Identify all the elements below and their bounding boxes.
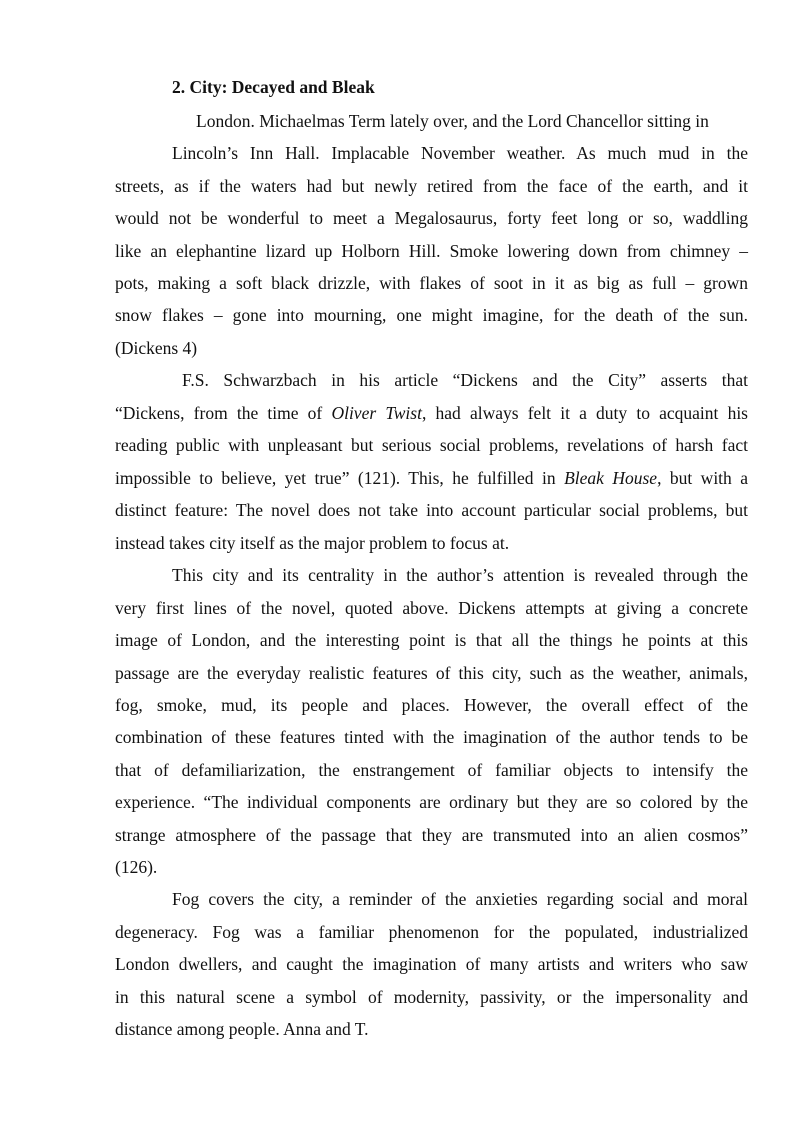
paragraph-line: fog, smoke, mud, its people and places. However, the overall effect of the [115,695,748,715]
paragraph-line: This city and its centrality in the author’s attention is revealed through the [172,565,748,585]
text-run: impossible to believe, yet true” (121). This, he fulfilled in [115,468,565,488]
paragraph-line: image of London, and the interesting point is that all the things he points at this [115,630,748,650]
paragraph-line: distance among people. Anna and T. [115,1019,369,1039]
text-run: , but with a [657,468,748,488]
paragraph-line: London dwellers, and caught the imagination of many artists and writers who saw [115,954,748,974]
paragraph-line: (126). [115,857,158,877]
paragraph-line: distinct feature: The novel does not take into account particular social problems, but [115,500,748,520]
quote-line: would not be wonderful to meet a Megalosaurus, forty feet long or so, waddling [115,208,748,228]
paragraph-line [115,467,748,489]
quote-line: Lincoln’s Inn Hall. Implacable November weather. As much mud in the [172,143,748,163]
paragraph-line: strange atmosphere of the passage that they are transmuted into an alien cosmos” [115,825,748,845]
paragraph-line: combination of these features tinted with the imagination of the author tends to be [115,727,748,747]
paragraph-line: in this natural scene a symbol of modernity, passivity, or the impersonality and [115,987,748,1007]
paragraph-line: reading public with unpleasant but serious social problems, revelations of harsh fact [115,435,748,455]
paragraph-line: degeneracy. Fog was a familiar phenomenon for the populated, industrialized [115,922,748,942]
quote-line: snow flakes – gone into mourning, one might imagine, for the death of the sun. [115,305,748,325]
paragraph-line: very first lines of the novel, quoted above. Dickens attempts at giving a concrete [115,598,748,618]
paragraph-line: experience. “The individual components are ordinary but they are so colored by the [115,792,748,812]
quote-line: pots, making a soft black drizzle, with flakes of soot in it as big as full – grown [115,273,748,293]
quote-line: like an elephantine lizard up Holborn Hill. Smoke lowering down from chimney – [115,241,748,261]
book-title-bleak-house: Bleak House [564,468,658,488]
paragraph-line: F.S. Schwarzbach in his article “Dickens and the City” asserts that [182,370,748,390]
book-title-oliver-twist: Oliver Twist [331,403,422,423]
quote-citation: (Dickens 4) [115,338,198,358]
text-run: “Dickens, from the time of [115,403,332,423]
paragraph-line: Fog covers the city, a reminder of the anxieties regarding social and moral [172,889,748,909]
section-heading: 2. City: Decayed and Bleak [172,77,375,97]
paragraph-line [115,402,748,424]
text-run: , had always felt it a duty to acquaint his [421,403,748,423]
quote-line: London. Michaelmas Term lately over, and the Lord Chancellor sitting in [196,111,709,131]
paragraph-line: that of defamiliarization, the enstrangement of familiar objects to intensify the [115,760,748,780]
quote-line: streets, as if the waters had but newly retired from the face of the earth, and it [115,176,748,196]
paragraph-line: instead takes city itself as the major problem to focus at. [115,533,510,553]
paragraph-line: passage are the everyday realistic features of this city, such as the weather, animals, [115,663,748,683]
